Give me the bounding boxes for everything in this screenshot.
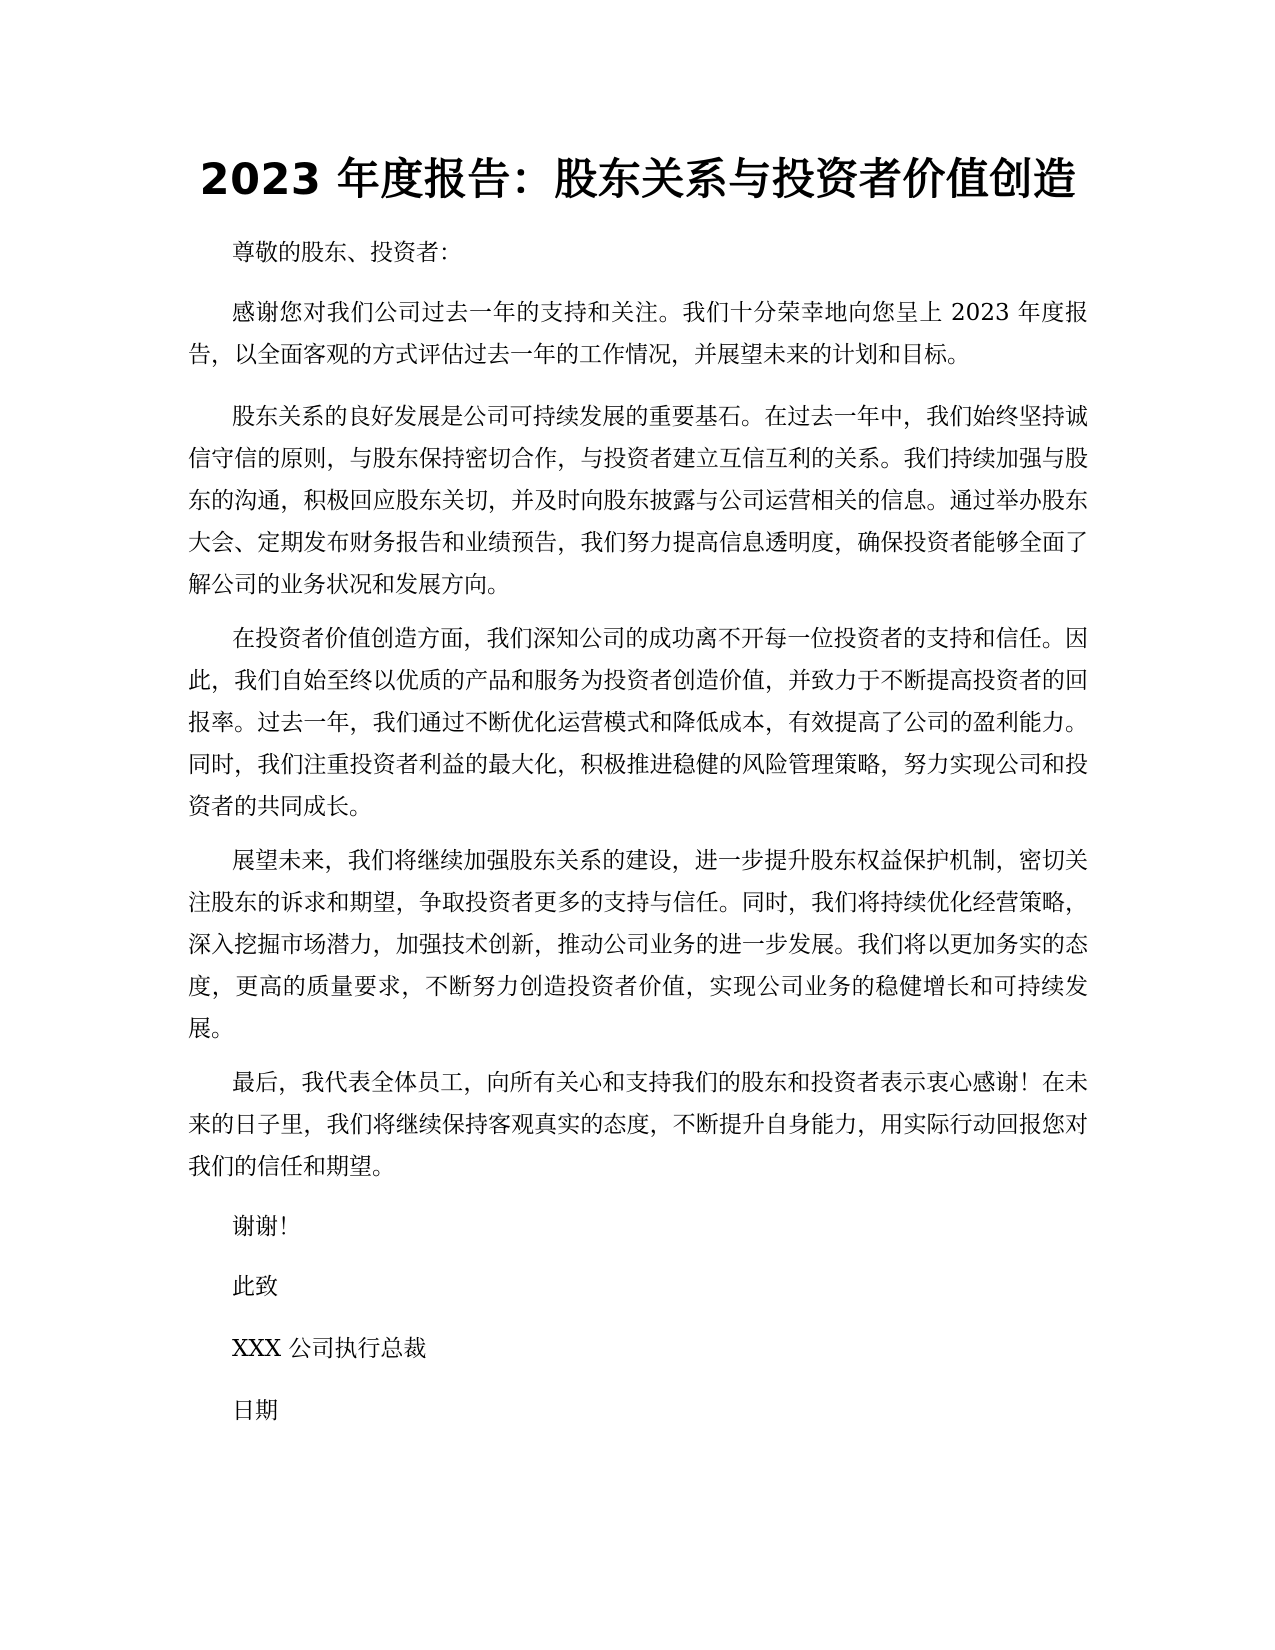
salutation: 尊敬的股东、投资者： [232, 240, 462, 266]
closing-line: 此致 [232, 1274, 278, 1300]
document-title: 2023 年度报告：股东关系与投资者价值创造 [199, 155, 1077, 205]
thanks-line: 谢谢！ [232, 1214, 301, 1240]
paragraph-outlook: 展望未来，我们将继续加强股东关系的建设，进一步提升股东权益保护机制，密切关注股东的诉求和期望，争取投资者更多的支持与信任。同时，我们将持续优化经营策略，深入挖掘市场潜力，加强技术创新，推动公司业务的进一步发展。我们将以更加务实的态度，更高的质量要求，不断努力创造投资者价值，实现公司业务的稳健增长和可持续发展。 [188, 848, 1088, 1042]
signature-line: XXX 公司执行总裁 [232, 1336, 427, 1362]
date-line: 日期 [232, 1398, 278, 1424]
paragraph-closing-thanks: 最后，我代表全体员工，向所有关心和支持我们的股东和投资者表示衷心感谢！在未来的日子里，我们将继续保持客观真实的态度，不断提升自身能力，用实际行动回报您对我们的信任和期望。 [188, 1070, 1088, 1180]
paragraph-investor-value: 在投资者价值创造方面，我们深知公司的成功离不开每一位投资者的支持和信任。因此，我们自始至终以优质的产品和服务为投资者创造价值，并致力于不断提高投资者的回报率。过去一年，我们通过不断优化运营模式和降低成本，有效提高了公司的盈利能力。同时，我们注重投资者利益的最大化，积极推进稳健的风险管理策略，努力实现公司和投资者的共同成长。 [188, 626, 1088, 820]
paragraph-intro: 感谢您对我们公司过去一年的支持和关注。我们十分荣幸地向您呈上 2023 年度报告，以全面客观的方式评估过去一年的工作情况，并展望未来的计划和目标。 [188, 300, 1088, 368]
paragraph-shareholder-relations: 股东关系的良好发展是公司可持续发展的重要基石。在过去一年中，我们始终坚持诚信守信的原则，与股东保持密切合作，与投资者建立互信互利的关系。我们持续加强与股东的沟通，积极回应股东关切，并及时向股东披露与公司运营相关的信息。通过举办股东大会、定期发布财务报告和业绩预告，我们努力提高信息透明度，确保投资者能够全面了解公司的业务状况和发展方向。 [188, 404, 1088, 598]
